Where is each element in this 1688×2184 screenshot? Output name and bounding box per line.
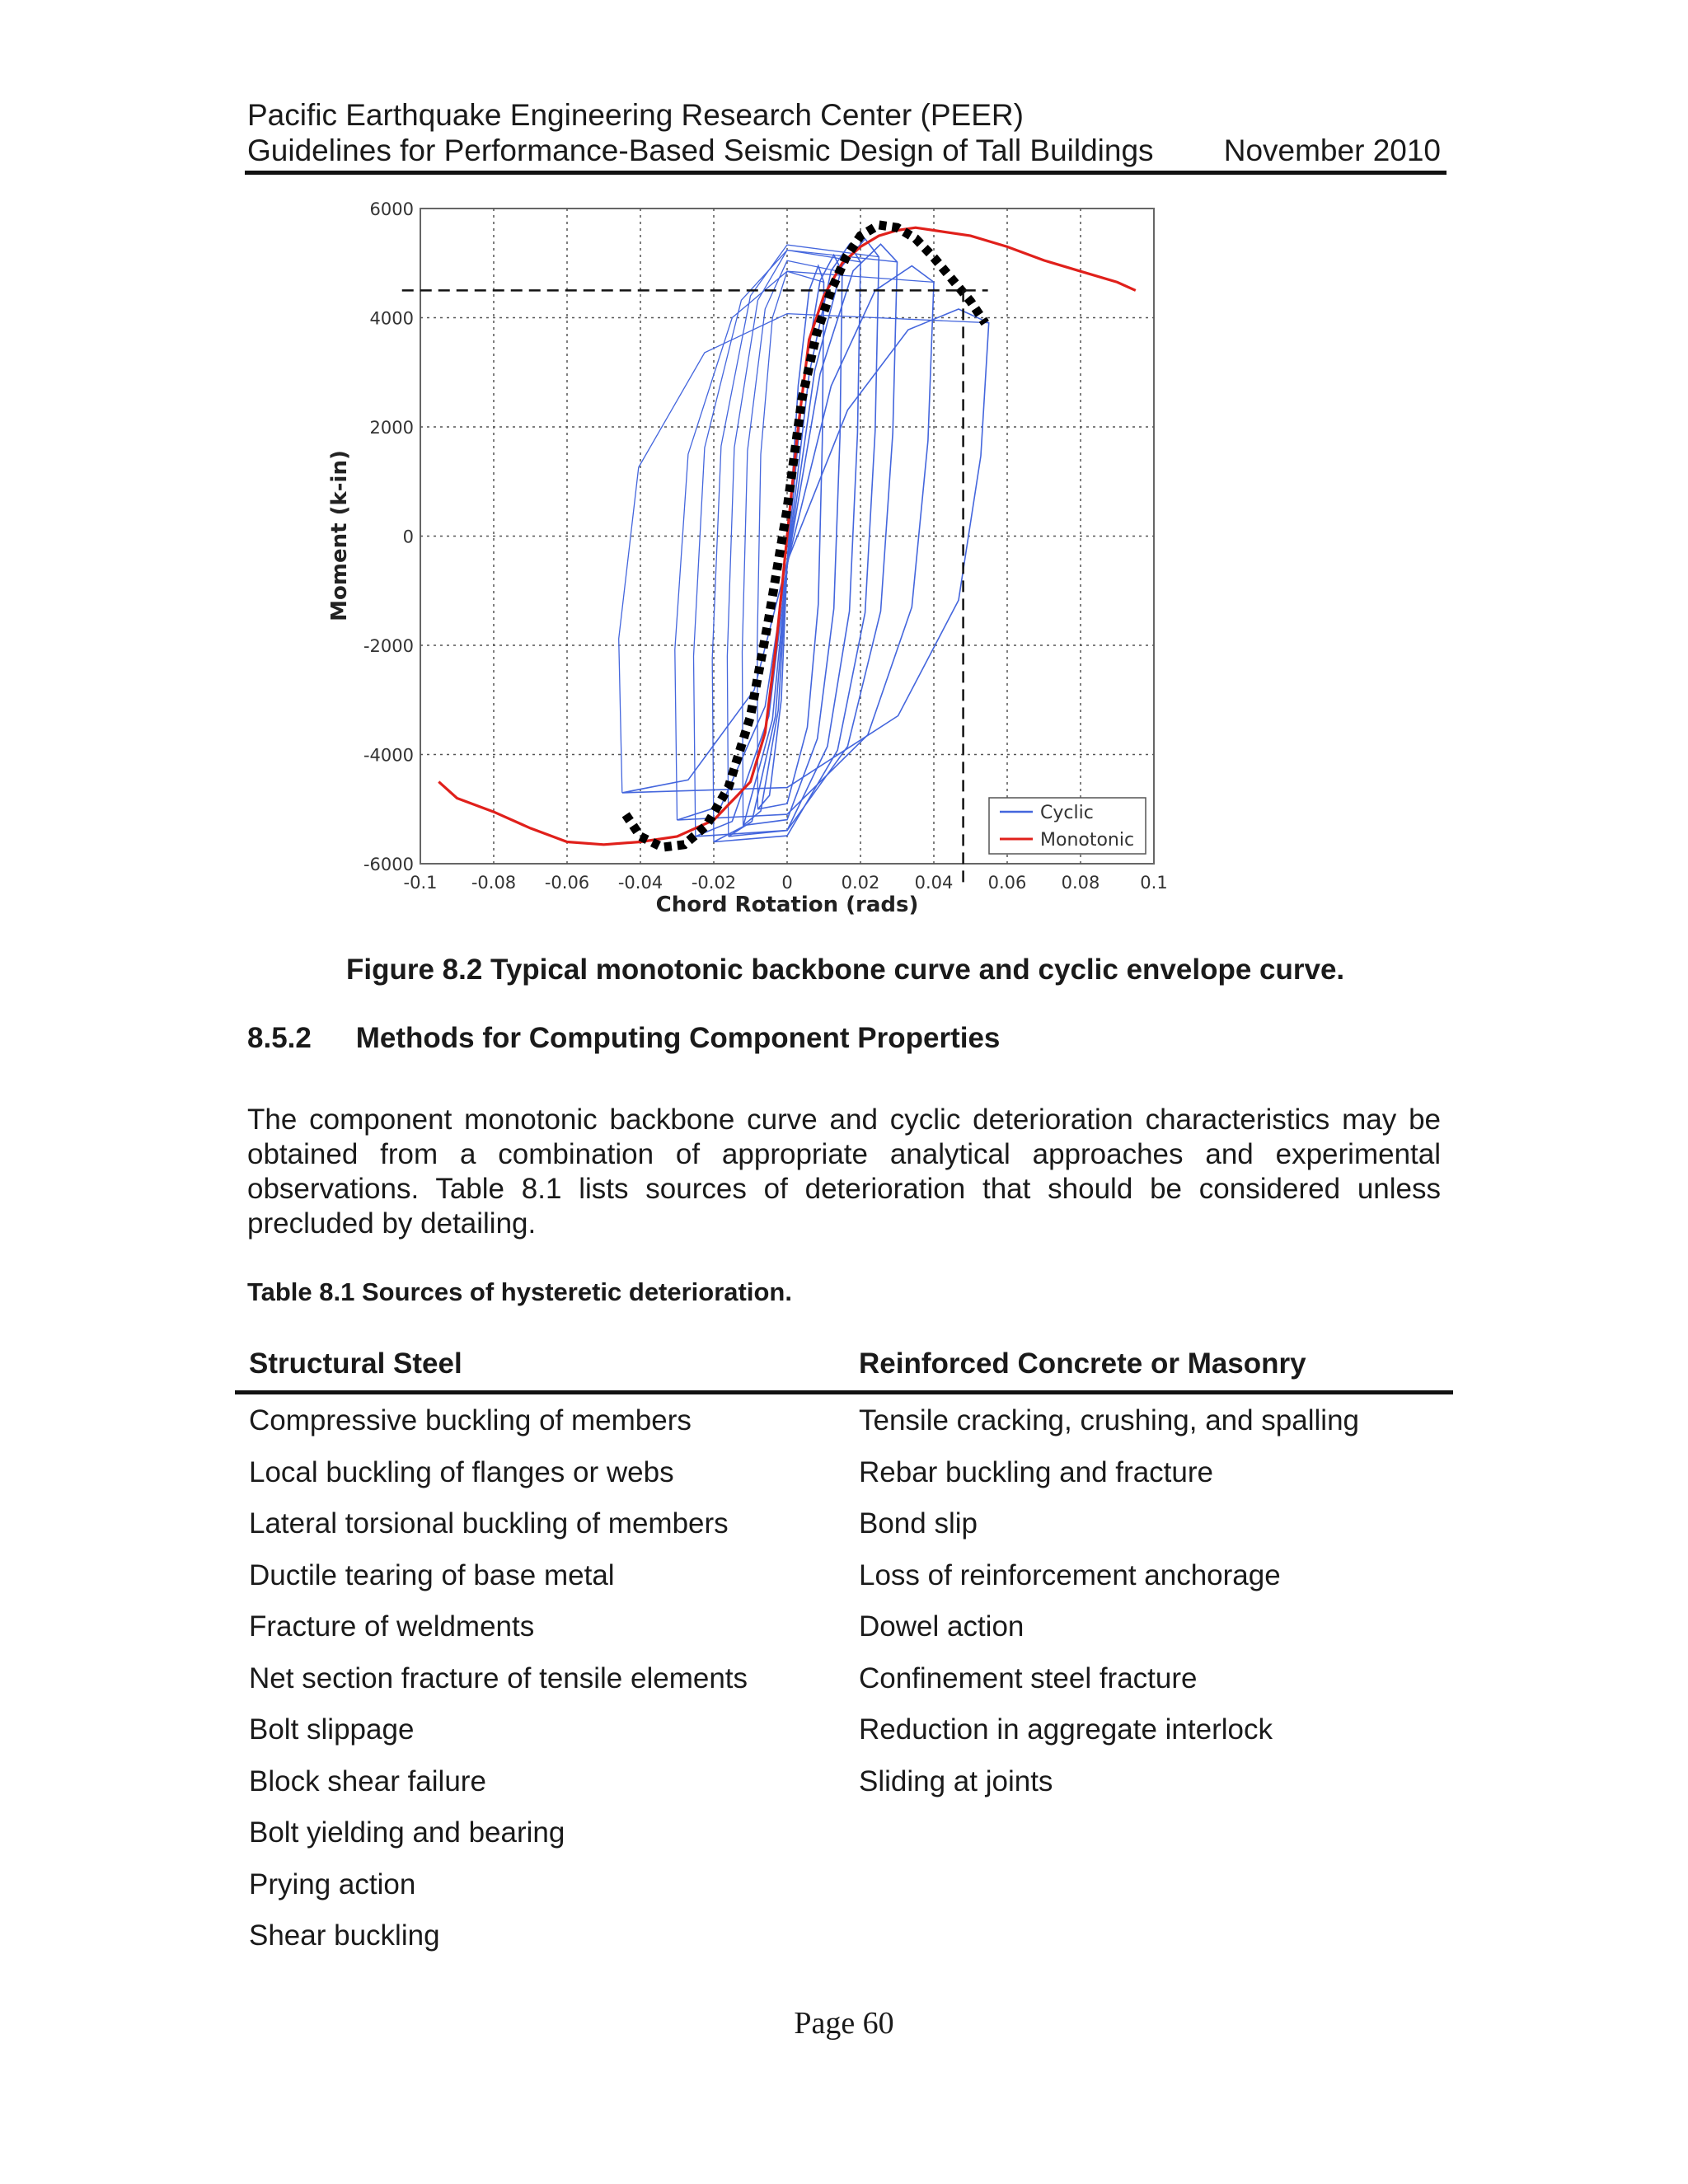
table-row [235, 1497, 1453, 1549]
table-row [235, 1910, 1453, 1961]
y-tick-label: -6000 [363, 855, 414, 874]
header-organization: Pacific Earthquake Engineering Research Center (PEER) [247, 98, 1024, 132]
legend [989, 798, 1146, 854]
table-row [235, 1394, 1453, 1446]
table-cell-steel: Shear buckling [249, 1919, 440, 1952]
table-cell-concrete: Rebar buckling and fracture [859, 1455, 1213, 1488]
section-heading [247, 1022, 1000, 1055]
table-cell-steel: Lateral torsional buckling of members [249, 1507, 729, 1540]
hysteresis-chart [297, 190, 1203, 931]
x-tick-label: -0.02 [691, 873, 737, 893]
table-cell-steel: Compressive buckling of members [249, 1404, 692, 1436]
x-tick-labels [404, 873, 1168, 893]
y-tick-labels [363, 199, 414, 874]
table-row [235, 1704, 1453, 1755]
table-cell-concrete: Loss of reinforcement anchorage [859, 1558, 1281, 1591]
table-caption: Table 8.1 Sources of hysteretic deterioration. [247, 1277, 792, 1306]
x-tick-label: -0.04 [617, 873, 663, 893]
y-tick-label: 2000 [369, 418, 414, 438]
table-header-steel: Structural Steel [249, 1347, 462, 1380]
legend-cyclic-label: Cyclic [1040, 803, 1094, 823]
table-cell-steel: Ductile tearing of base metal [249, 1558, 615, 1591]
table-header-row [235, 1346, 1453, 1394]
table-row [235, 1807, 1453, 1858]
table-header-concrete: Reinforced Concrete or Masonry [859, 1347, 1306, 1380]
header-title-text: Guidelines for Performance-Based Seismic Design of Tall Buildings [247, 134, 1154, 167]
table-cell-steel: Block shear failure [249, 1765, 486, 1797]
table-row [235, 1446, 1453, 1498]
table-cell-concrete: Bond slip [859, 1507, 978, 1540]
table-cell-concrete: Dowel action [859, 1610, 1025, 1643]
table-body [235, 1394, 1453, 1961]
x-tick-label: 0 [781, 873, 793, 893]
x-tick-label: 0.08 [1061, 873, 1100, 893]
section-title: Methods for Computing Component Properties [355, 1022, 1001, 1054]
page-number: Page 60 [794, 2006, 894, 2041]
section-number: 8.5.2 [247, 1022, 312, 1054]
header-date: November 2010 [1223, 134, 1441, 167]
header-document-title [247, 133, 1441, 169]
table-cell-steel: Bolt yielding and bearing [249, 1816, 565, 1849]
table-row [235, 1652, 1453, 1704]
x-axis-label: Chord Rotation (rads) [655, 893, 919, 917]
y-tick-label: 6000 [369, 199, 414, 219]
table-row [235, 1858, 1453, 1910]
table-cell-concrete: Sliding at joints [859, 1765, 1053, 1797]
y-tick-label: -2000 [363, 636, 414, 656]
table-cell-steel: Bolt slippage [249, 1713, 415, 1746]
y-tick-label: 0 [402, 527, 414, 547]
x-tick-label: 0.06 [987, 873, 1027, 893]
body-paragraph: The component monotonic backbone curve and cyclic deterioration characteristics may be obtained from a combination of appropriate analytical approaches and experimental observations. Table 8.1 lists sources of deterioration that should be considered unless precluded by detailing. [247, 1104, 1441, 1240]
x-tick-label: 0.1 [1140, 873, 1168, 893]
y-tick-label: 4000 [369, 308, 414, 329]
table-cell-steel: Fracture of weldments [249, 1610, 535, 1643]
table-cell-concrete: Tensile cracking, crushing, and spalling [859, 1404, 1359, 1436]
table-row [235, 1755, 1453, 1807]
x-tick-label: -0.06 [544, 873, 590, 893]
table-cell-steel: Net section fracture of tensile elements [249, 1661, 748, 1694]
y-axis-label: Moment (k-in) [327, 450, 352, 621]
x-tick-label: -0.1 [403, 873, 438, 893]
x-tick-label: 0.02 [841, 873, 880, 893]
table-cell-concrete: Reduction in aggregate interlock [859, 1713, 1273, 1746]
deterioration-table [235, 1346, 1453, 1961]
x-tick-label: -0.08 [471, 873, 517, 893]
header-rule [245, 171, 1447, 175]
table-cell-concrete: Confinement steel fracture [859, 1661, 1198, 1694]
x-tick-label: 0.04 [914, 873, 954, 893]
table-row [235, 1601, 1453, 1652]
y-tick-label: -4000 [363, 745, 414, 766]
table-cell-steel: Prying action [249, 1868, 416, 1900]
table-row [235, 1549, 1453, 1601]
figure-caption: Figure 8.2 Typical monotonic backbone curve and cyclic envelope curve. [346, 954, 1345, 986]
legend-monotonic-label: Monotonic [1040, 830, 1135, 851]
table-cell-steel: Local buckling of flanges or webs [249, 1455, 674, 1488]
